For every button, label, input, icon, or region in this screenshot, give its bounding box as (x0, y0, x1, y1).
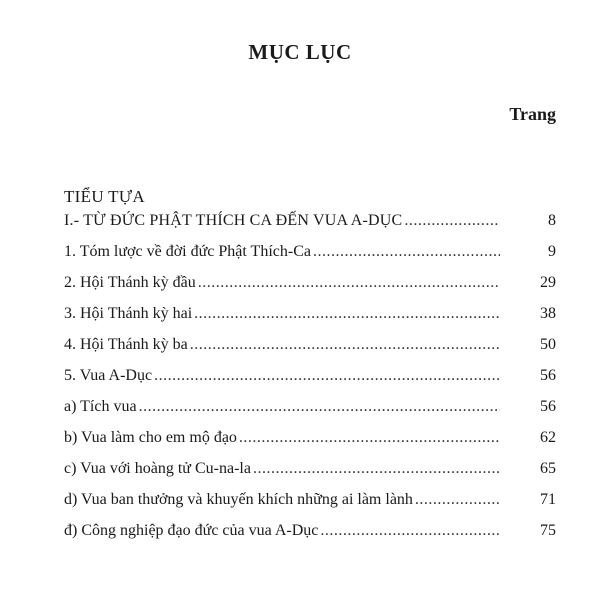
page-title: MỤC LỤC (248, 40, 352, 64)
toc-entry-label: đ) Công nghiệp đạo đức của vua A-Dục (64, 522, 319, 539)
toc-leader-dots (404, 212, 500, 230)
toc-entry-page: 29 (540, 274, 556, 291)
toc-leader-dots (194, 305, 500, 323)
toc-entry (64, 305, 556, 336)
toc-entry (64, 336, 556, 367)
toc-entry-label: 2. Hội Thánh kỳ đầu (64, 274, 196, 291)
toc-entry-page: 62 (540, 429, 556, 446)
toc-entry (64, 522, 556, 553)
toc-entry-page: 71 (540, 491, 556, 508)
toc-entry (64, 243, 556, 274)
toc-entry-label: c) Vua với hoàng tử Cu-na-la (64, 460, 251, 477)
toc-entry-label: 1. Tóm lược về đời đức Phật Thích-Ca (64, 243, 311, 260)
preface-heading: TIỂU TỰA (64, 187, 145, 206)
toc-entry-label: b) Vua làm cho em mộ đạo (64, 429, 237, 446)
toc-entry (64, 367, 556, 398)
toc-entry-page: 65 (540, 460, 556, 477)
toc-entry-label: d) Vua ban thưởng và khuyến khích những ai làm lành (64, 491, 413, 508)
toc-entry-label: 4. Hội Thánh kỳ ba (64, 336, 188, 353)
toc-entry (64, 429, 556, 460)
toc-entry-page: 8 (548, 212, 556, 229)
toc-leader-dots (139, 398, 500, 416)
toc-leader-dots (253, 460, 500, 478)
table-of-contents (64, 212, 556, 553)
toc-entry-label: 5. Vua A-Dục (64, 367, 153, 384)
toc-leader-dots (320, 522, 500, 540)
toc-entry-page: 56 (540, 398, 556, 415)
toc-entry (64, 491, 556, 522)
toc-leader-dots (415, 491, 500, 509)
toc-leader-dots (239, 429, 500, 447)
toc-entry-page: 56 (540, 367, 556, 384)
toc-entry-page: 75 (540, 522, 556, 539)
toc-leader-dots (198, 274, 500, 292)
toc-entry-page: 50 (540, 336, 556, 353)
toc-entry (64, 212, 556, 243)
page-column-label: Trang (509, 104, 556, 124)
toc-leader-dots (190, 336, 500, 354)
toc-leader-dots (154, 367, 500, 385)
toc-entry-label: 3. Hội Thánh kỳ hai (64, 305, 193, 322)
toc-leader-dots (313, 243, 500, 261)
toc-entry (64, 274, 556, 305)
toc-entry-label: I.- TỪ ĐỨC PHẬT THÍCH CA ĐẾN VUA A-DỤC (64, 212, 403, 229)
toc-entry (64, 460, 556, 491)
toc-entry (64, 398, 556, 429)
toc-entry-page: 38 (540, 305, 556, 322)
toc-entry-page: 9 (548, 243, 556, 260)
toc-entry-label: a) Tích vua (64, 398, 137, 415)
